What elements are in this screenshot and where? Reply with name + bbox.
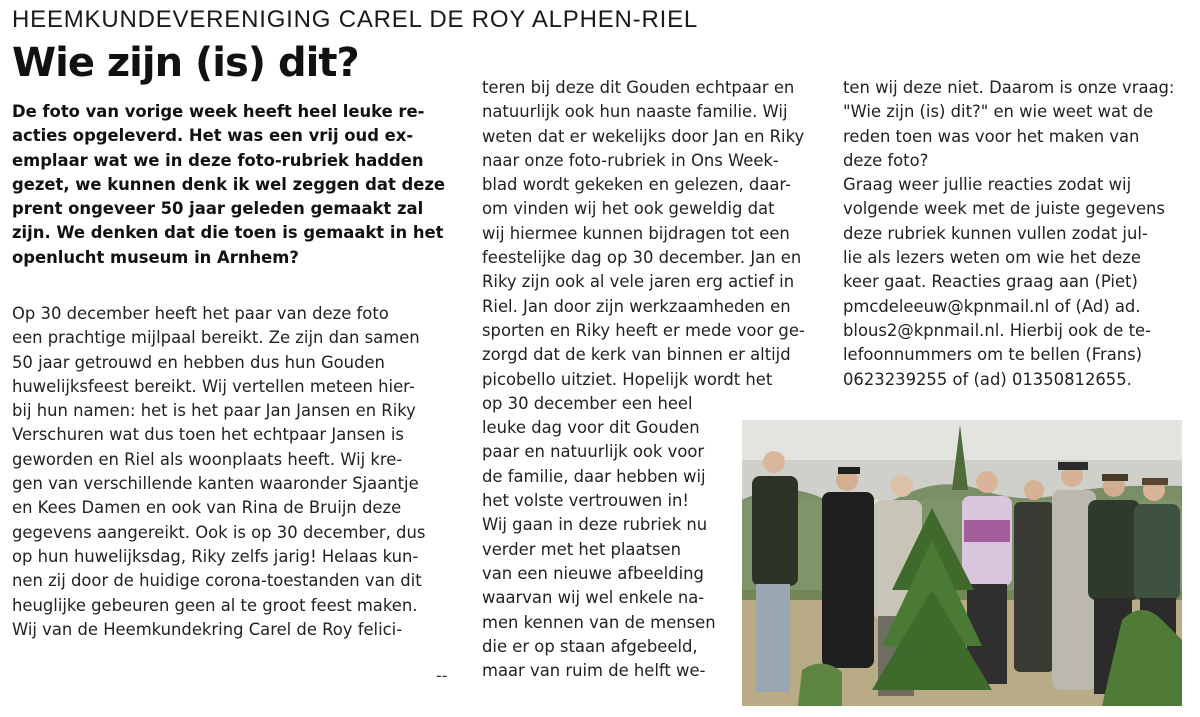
text-line: Verschuren wat dus toen het echtpaar Jansen is xyxy=(12,425,404,445)
text-line: paar en natuurlijk ook voor xyxy=(482,442,705,462)
text-line: feestelijke dag op 30 december. Jan en xyxy=(482,248,802,268)
text-line: wij hiermee kunnen bijdragen tot een xyxy=(482,223,790,243)
text-line: weten dat er wekelijks door Jan en Riky xyxy=(482,126,805,146)
text-line: deze rubriek kunnen vullen zodat jul- xyxy=(843,223,1148,243)
intro-paragraph xyxy=(12,100,452,270)
text-line: op 30 december een heel xyxy=(482,393,693,413)
intro-line: openlucht museum in Arnhem? xyxy=(12,247,299,267)
text-line: men kennen van de mensen xyxy=(482,612,716,632)
text-line: waarvan wij wel enkele na- xyxy=(482,588,705,608)
text-line: een prachtige mijlpaal bereikt. Ze zijn dan samen xyxy=(12,328,420,348)
person-silhouette xyxy=(962,471,1012,684)
text-line: blous2@kpnmail.nl. Hierbij ook de te- xyxy=(843,320,1152,340)
organization-header: HEEMKUNDEVERENIGING CAREL DE ROY ALPHEN-RIEL xyxy=(12,6,699,33)
text-line: het volste vertrouwen in! xyxy=(482,491,689,511)
text-line: huwelijksfeest bereikt. Wij vertellen meteen hier- xyxy=(12,376,415,396)
text-line: zorgd dat de kerk van binnen er altijd xyxy=(482,345,791,365)
column-end-mark: -- xyxy=(436,666,448,685)
intro-line: De foto van vorige week heeft heel leuke re- xyxy=(12,102,425,121)
text-line: Wij van de Heemkundekring Carel de Roy felici- xyxy=(12,619,403,639)
intro-line: prent ongeveer 50 jaar geleden gemaakt zal xyxy=(12,199,424,219)
text-line: gegevens aangereikt. Ook is op 30 december, dus xyxy=(12,522,426,542)
text-line: lie als lezers weten om wie het deze xyxy=(843,248,1141,268)
text-line: op hun huwelijksdag, Riky zelfs jarig! Helaas kun- xyxy=(12,546,419,566)
text-line: nen zij door de huidige corona-toestanden van dit xyxy=(12,571,422,591)
text-line: "Wie zijn (is) dit?" en wie weet wat de xyxy=(843,102,1154,122)
text-line: 0623239255 of (ad) 01350812655. xyxy=(843,369,1132,389)
intro-line: zijn. We denken dat die toen is gemaakt in het xyxy=(12,223,444,243)
text-line: picobello uitziet. Hopelijk wordt het xyxy=(482,369,773,389)
text-line: geworden en Riel als woonplaats heeft. Wij kre- xyxy=(12,449,403,469)
person-silhouette xyxy=(1014,480,1054,672)
text-line: bij hun namen: het is het paar Jan Jansen en Riky xyxy=(12,401,416,421)
group-photo xyxy=(742,420,1182,706)
text-line: heuglijke gebeuren geen al te groot feest maken. xyxy=(12,595,418,615)
text-line: Graag weer jullie reacties zodat wij xyxy=(843,175,1132,195)
text-line: 50 jaar getrouwd en hebben dus hun Gouden xyxy=(12,352,385,372)
text-line: natuurlijk ook hun naaste familie. Wij xyxy=(482,102,788,122)
text-line: lefoonnummers om te bellen (Frans) xyxy=(843,345,1143,365)
intro-line: acties opgeleverd. Het was een vrij oud ex- xyxy=(12,126,414,146)
text-line: volgende week met de juiste gegevens xyxy=(843,199,1165,219)
text-line: die er op staan afgebeeld, xyxy=(482,636,698,656)
text-line: ten wij deze niet. Daarom is onze vraag: xyxy=(843,78,1175,97)
text-line: en Kees Damen en ook van Rina de Bruijn deze xyxy=(12,498,402,518)
text-line: maar van ruim de helft we- xyxy=(482,661,706,681)
group-photo-illustration xyxy=(742,420,1182,706)
text-line: naar onze foto-rubriek in Ons Week- xyxy=(482,150,779,170)
text-line: Wij gaan in deze rubriek nu xyxy=(482,515,708,535)
text-line: Riel. Jan door zijn werkzaamheden en xyxy=(482,296,791,316)
text-line: Riky zijn ook al vele jaren erg actief in xyxy=(482,272,795,292)
text-line: de familie, daar hebben wij xyxy=(482,466,706,486)
text-line: teren bij deze dit Gouden echtpaar en xyxy=(482,78,795,97)
text-line: van een nieuwe afbeelding xyxy=(482,563,704,583)
article-column-3 xyxy=(843,76,1188,392)
intro-line: emplaar wat we in deze foto-rubriek hadden xyxy=(12,150,424,170)
text-line: gen van verschillende kanten waaronder Sjaantje xyxy=(12,474,419,494)
text-line: blad wordt gekeken en gelezen, daar- xyxy=(482,175,792,195)
intro-line: gezet, we kunnen denk ik wel zeggen dat deze xyxy=(12,174,446,194)
text-line: pmcdeleeuw@kpnmail.nl of (Ad) ad. xyxy=(843,296,1141,316)
text-line: verder met het plaatsen xyxy=(482,539,681,559)
text-line: deze foto? xyxy=(843,150,929,170)
person-silhouette xyxy=(822,467,874,668)
text-line: om vinden wij het ook geweldig dat xyxy=(482,199,775,219)
text-line: reden toen was voor het maken van xyxy=(843,126,1140,146)
text-line: sporten en Riky heeft er mede voor ge- xyxy=(482,320,805,340)
text-line: Op 30 december heeft het paar van deze foto xyxy=(12,304,389,323)
text-line: keer gaat. Reacties graag aan (Piet) xyxy=(843,272,1138,292)
article-title: Wie zijn (is) dit? xyxy=(12,40,359,86)
article-column-1 xyxy=(12,302,452,642)
text-line: leuke dag voor dit Gouden xyxy=(482,418,700,438)
